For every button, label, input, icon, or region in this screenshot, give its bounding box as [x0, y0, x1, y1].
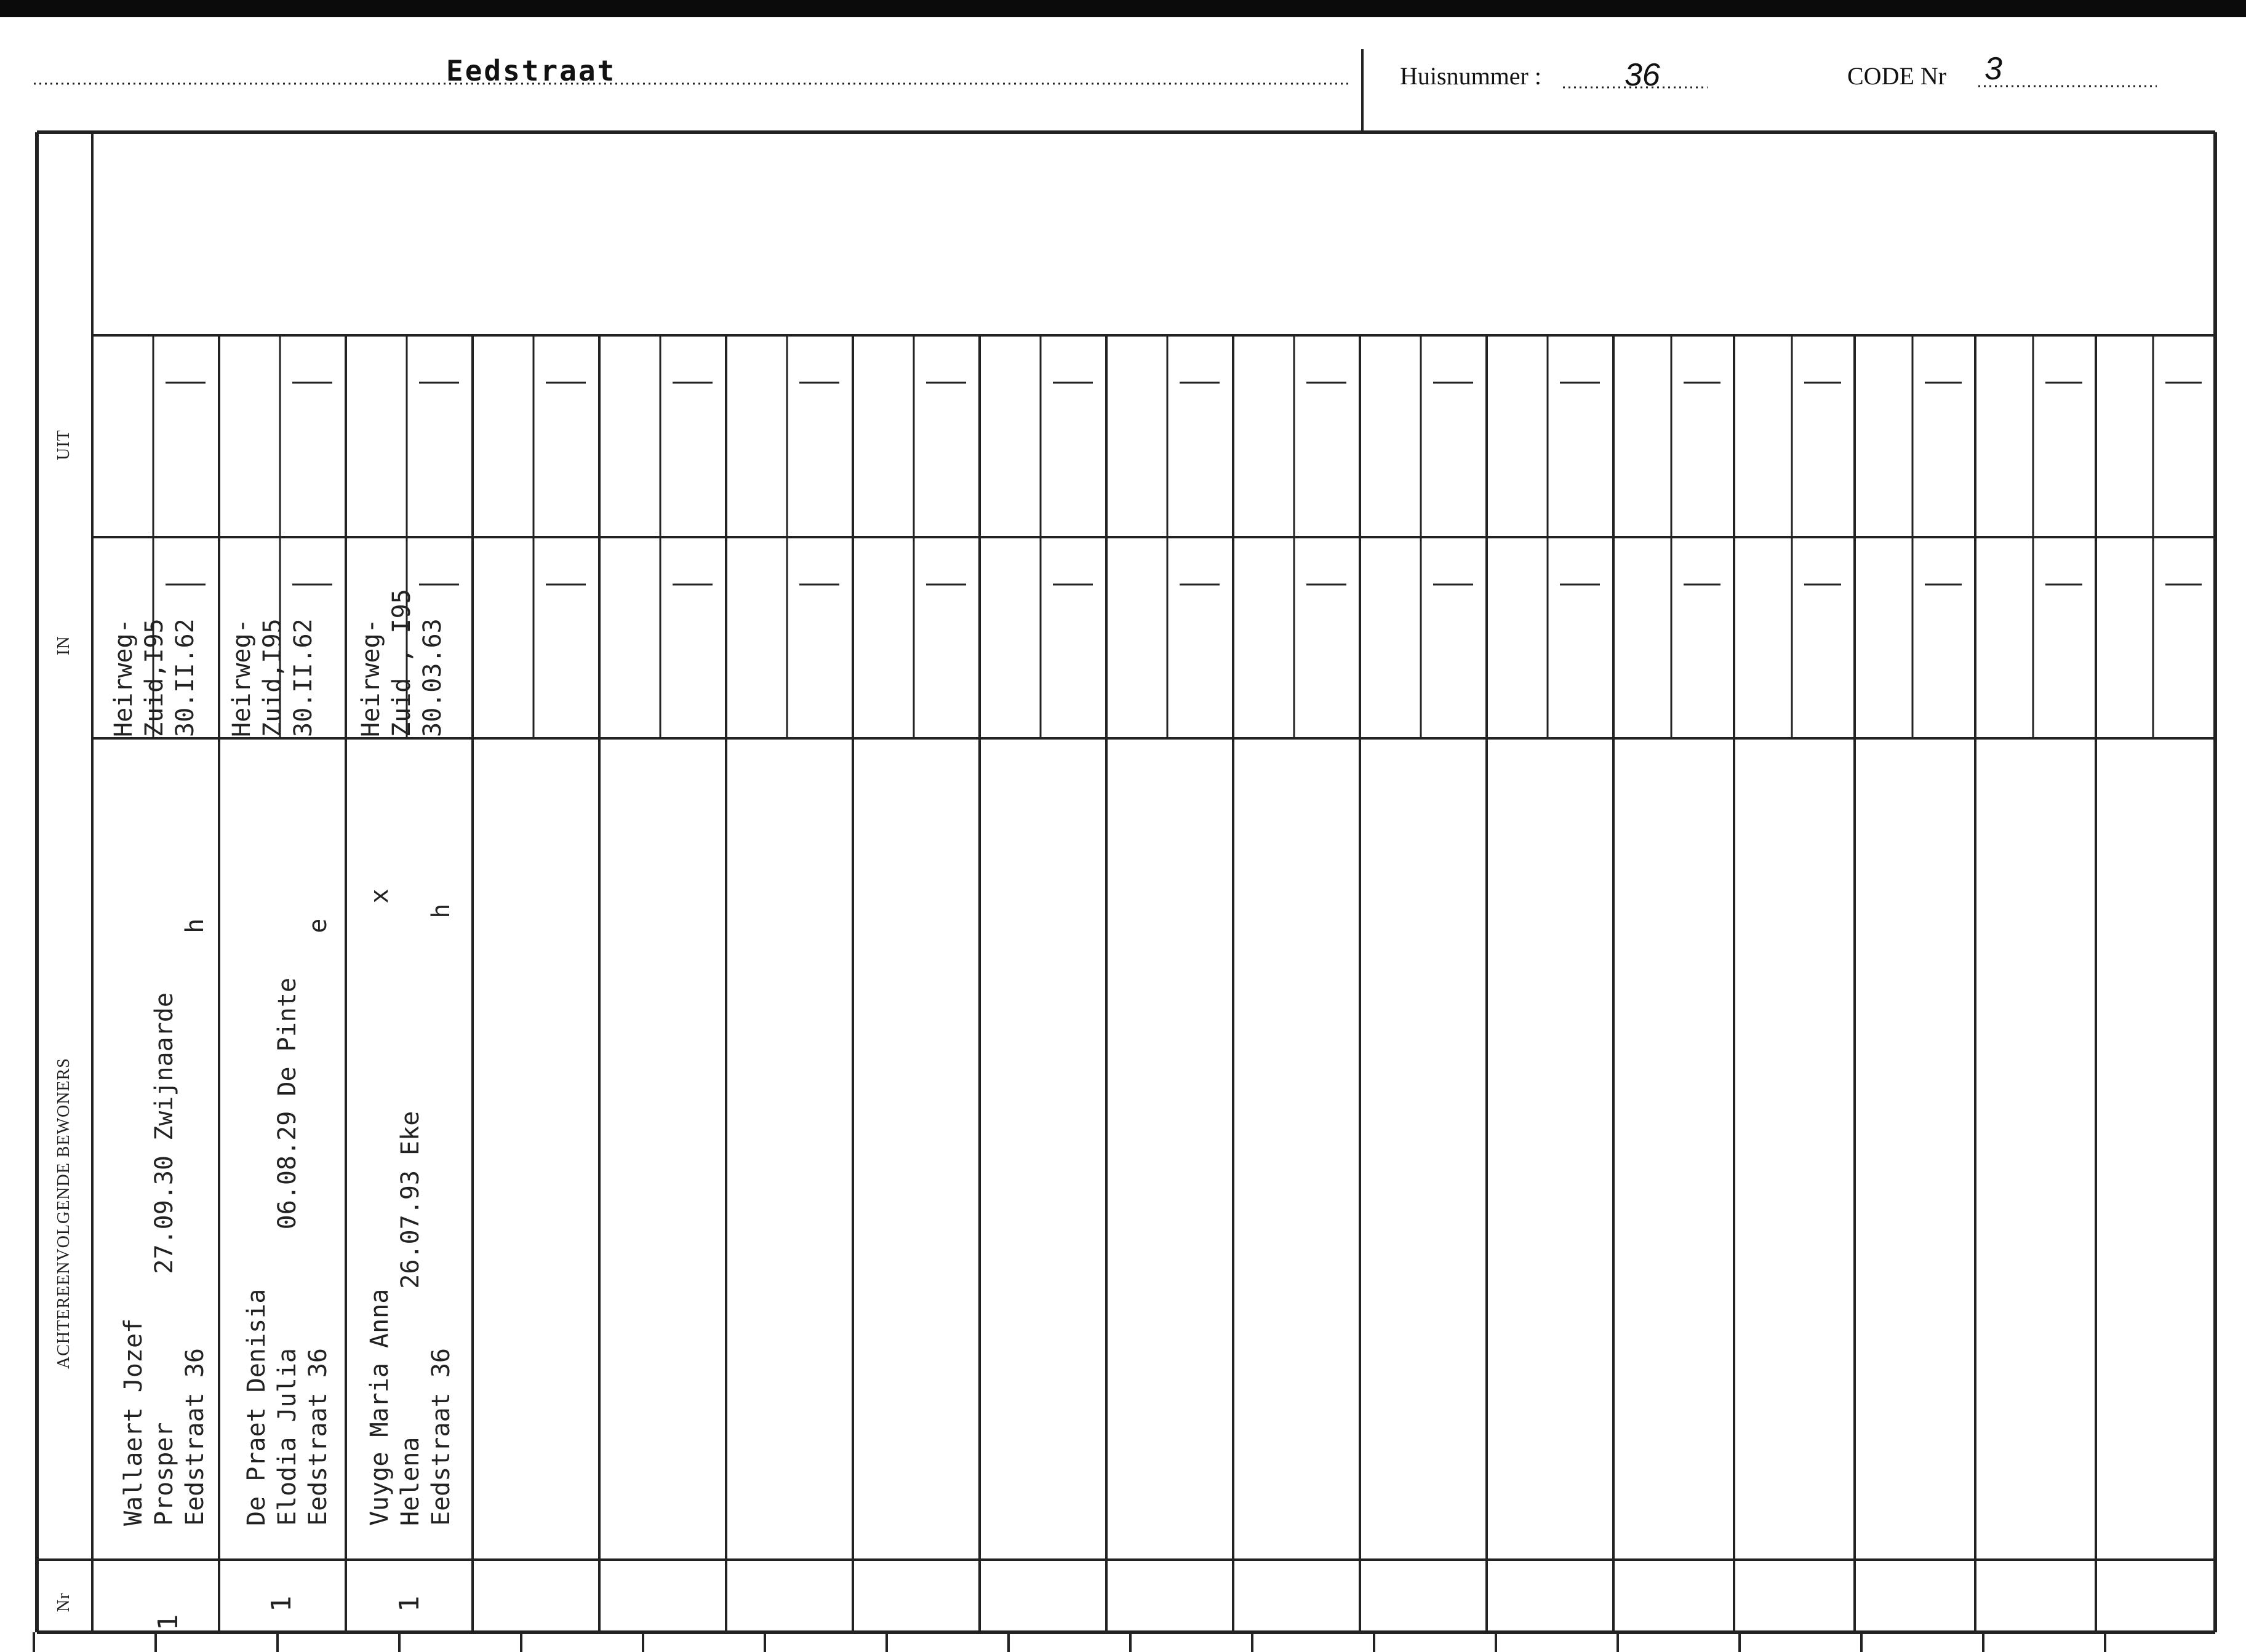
- code-value: 3: [1984, 51, 2002, 87]
- resident-line: Elodia Julia 06.08.29 De Pinte: [273, 977, 302, 1526]
- nr-value: 1: [266, 1595, 297, 1612]
- section-label-in: IN: [54, 636, 73, 655]
- in-line: Heirweg-: [228, 618, 256, 737]
- resident-line: Eedstraat 36 h: [181, 918, 209, 1526]
- in-line: 30.II.62: [289, 618, 318, 737]
- house-number-label: Huisnummer :: [1400, 62, 1541, 90]
- resident-line: Eedstraat 36 e: [304, 918, 332, 1526]
- code-label: CODE Nr: [1847, 62, 1947, 90]
- resident-line: De Praet Denisia: [242, 1288, 271, 1526]
- section-label-nr: Nr: [54, 1592, 73, 1612]
- in-entry: [356, 589, 448, 737]
- in-entry: [108, 618, 201, 737]
- resident-line: Prosper 27.09.30 Zwijnaarde: [150, 992, 178, 1526]
- in-line: Heirweg-: [110, 618, 138, 737]
- nr-value: 1: [394, 1595, 425, 1612]
- resident-entry: [241, 919, 334, 1526]
- house-number-value: 36: [1625, 57, 1660, 93]
- resident-entry: [118, 919, 210, 1526]
- resident-entry: [364, 888, 457, 1526]
- resident-line: Wallaert Jozef: [119, 1318, 148, 1526]
- in-line: Zuid,I95: [140, 618, 169, 737]
- in-line: 30.03.63: [418, 618, 447, 737]
- in-line: Zuid , I95: [388, 589, 416, 737]
- section-label-uit: UIT: [54, 429, 73, 460]
- resident-line: Helena 26.07.93 Eke: [396, 1111, 425, 1526]
- in-line: Zuid,I95: [258, 618, 287, 737]
- in-line: 30.II.62: [171, 618, 199, 737]
- nr-value: 1: [153, 1614, 184, 1630]
- resident-line: Eedstraat 36 h: [427, 903, 455, 1526]
- section-label-residents: ACHTEREENVOLGENDE BEWONERS: [54, 1058, 73, 1369]
- in-line: Heirweg-: [357, 618, 385, 737]
- in-entry: [226, 618, 319, 737]
- street-name: Eedstraat: [446, 54, 617, 87]
- resident-line: Vuyge Maria Anna x: [366, 888, 394, 1526]
